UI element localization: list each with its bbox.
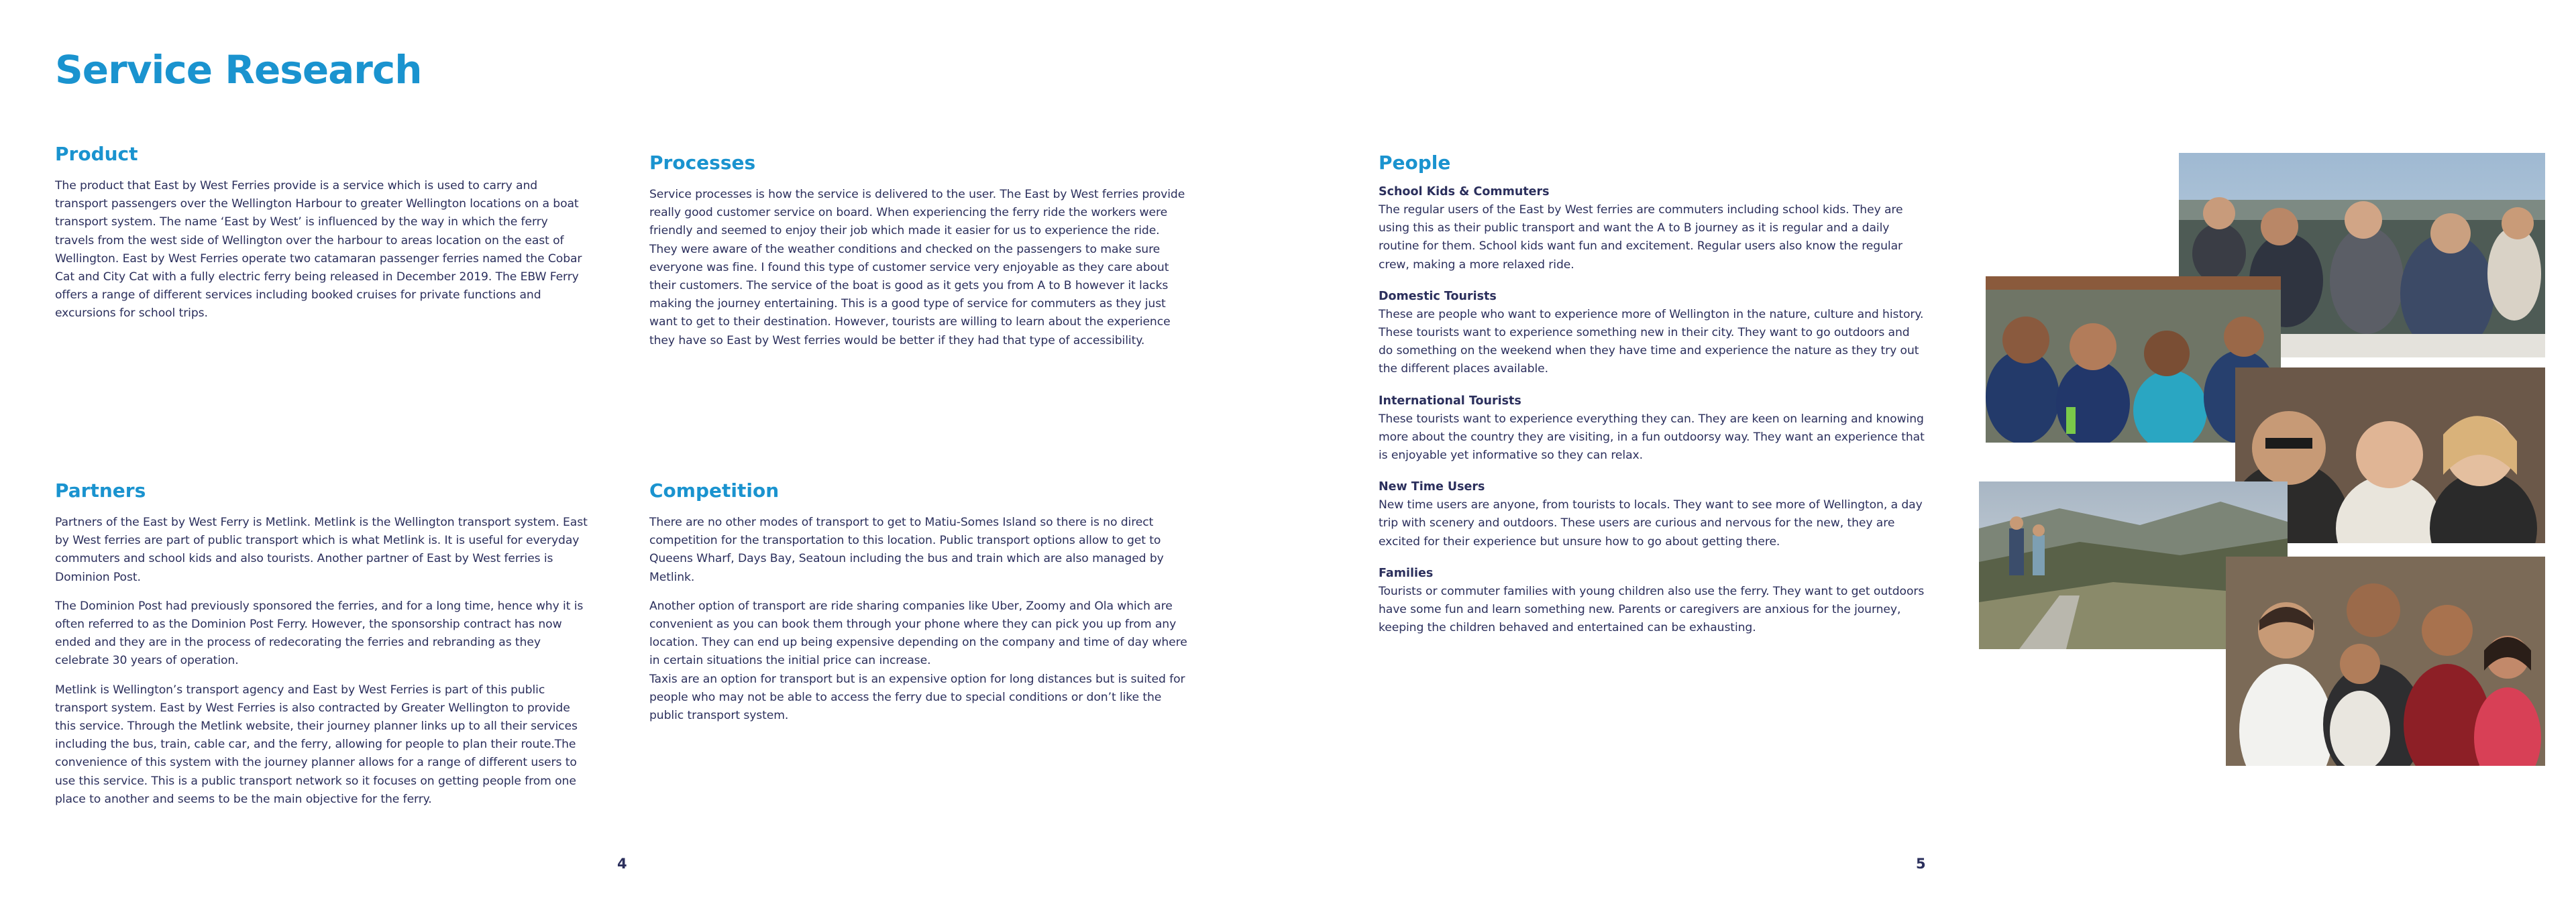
- people-group-text: The regular users of the East by West ferries are commuters including school kids. They are using this as their public transport and want the A to B journey as it is regular and a daily routine for them. School kids want fun and excitement. Regular users also know the regular crew, making a more relaxed ride.: [1379, 203, 1903, 272]
- people-group-title: New Time Users: [1379, 480, 1485, 494]
- people-group-title: Families: [1379, 566, 1434, 580]
- page-title: Service Research: [55, 47, 422, 93]
- people-group-domestic-tourists: [1379, 288, 1925, 379]
- people-heading: People: [1379, 152, 1451, 174]
- people-group-text: Tourists or commuter families with young children also use the ferry. They want to get outdoors have some fun and learn something new. Parents or caregivers are anxious for the journey, keeping the children behaved and entertained can be exhausting.: [1379, 584, 1925, 635]
- people-group-title: International Tourists: [1379, 394, 1521, 408]
- page-number-left: 4: [617, 856, 627, 872]
- people-group-school-kids: [1379, 183, 1925, 274]
- people-group-title: School Kids & Commuters: [1379, 185, 1550, 198]
- people-group-text: These tourists want to experience everything they can. They are keen on learning and knowing more about the country they are visiting, in a fun outdoorsy way. They want an experience that is enjoyable yet informative so they can relax.: [1379, 412, 1925, 463]
- competition-section: [649, 479, 1189, 736]
- product-section: [55, 143, 585, 334]
- competition-text-3: Taxis are an option for transport but is an expensive option for long distances but is suited for people who may not be able to access the ferry due to special conditions or don’t like the public transport system.: [649, 672, 1185, 723]
- people-group-new-time-users: [1379, 478, 1925, 551]
- processes-section: [649, 152, 1186, 361]
- family-photo: [2226, 557, 2545, 766]
- people-group-text: These are people who want to experience more of Wellington in the nature, culture and history. These tourists want to experience something new in their city. They want to go outdoors and do something on the weekend when they have time and experience the nature as they try out the different places available.: [1379, 307, 1924, 376]
- product-heading: Product: [55, 143, 138, 165]
- processes-heading: Processes: [649, 152, 756, 174]
- page-number-right: 5: [1916, 856, 1926, 872]
- people-group-families: [1379, 565, 1925, 638]
- people-group-text: New time users are anyone, from tourists to locals. They want to see more of Wellington, a day trip with scenery and outdoors. These users are curious and nervous for the new, they are excited for their experience but unsure how to go about getting there.: [1379, 498, 1923, 549]
- product-text: The product that East by West Ferries provide is a service which is used to carry and transport passengers over the Wellington Harbour to greater Wellington locations on a boat transport system. The name ‘East by West’ is influenced by the way in which the ferry travels from the west side of Wellington over the harbour to areas location on the east of Wellington. East by West Ferries operate two catamaran passenger ferries named the Cobar Cat and City Cat with a fully electric ferry being released in December 2019. The EBW Ferry offers a range of different services including booked cruises for private functions and excursions for school trips.: [55, 179, 582, 321]
- competition-text-2: Another option of transport are ride sharing companies like Uber, Zoomy and Ola which are convenient as you can book them through your phone where they can pick you up from any location. They can end up being expensive depending on the company and time of day where in certain situations the initial price can increase.: [649, 599, 1187, 668]
- people-section: [1379, 152, 1925, 650]
- competition-heading: Competition: [649, 479, 780, 502]
- partners-text-3: Metlink is Wellington’s transport agency and East by West Ferries is part of this public transport system. East by West Ferries is also contracted by Greater Wellington to provide this service. Through the Metlink website, their journey planner links up to all their services including the bus, train, cable car, and the ferry, allowing for people to plan their route.The convenience of this system with the journey planner allows for a range of different users to use this service. This is a public transport network so it focuses on getting people from one place to another and seems to be the main objective for the ferry.: [55, 683, 578, 806]
- people-group-international-tourists: [1379, 392, 1925, 465]
- partners-text-2: The Dominion Post had previously sponsored the ferries, and for a long time, hence why it is often referred to as the Dominion Post Ferry. However, the sponsorship contract has now ended and they are in the process of redecorating the ferries and rebranding as they celebrate 30 years of operation.: [55, 599, 584, 668]
- partners-heading: Partners: [55, 479, 146, 502]
- partners-text-1: Partners of the East by West Ferry is Metlink. Metlink is the Wellington transport system. East by West ferries are part of public transport which is what Metlink is. It is useful for everyday commuters and school kids and also tourists. Another partner of East by West ferries is Dominion Post.: [55, 516, 588, 584]
- people-group-title: Domestic Tourists: [1379, 289, 1497, 303]
- processes-text: Service processes is how the service is delivered to the user. The East by West ferries provide really good customer service on board. When experiencing the ferry ride the workers were friendly and seemed to enjoy their job which made it easier for us to experience the ride. They were aware of the weather conditions and checked on the passengers to make sure everyone was fine. I found this type of customer service very enjoyable as they care about their customers. The service of the boat is good as it gets you from A to B however it lacks making the journey entertaining. This is a good type of service for commuters as they just want to get to their destination. However, tourists are willing to learn about the experience they have so East by West ferries would be better if they had that type of accessibility.: [649, 188, 1185, 347]
- competition-text-1: There are no other modes of transport to get to Matiu-Somes Island so there is no direct competition for the transportation to this location. Public transport options allow to get to Queens Wharf, Days Bay, Seatoun including the bus and train which are also managed by Metlink.: [649, 516, 1164, 584]
- partners-section: [55, 479, 592, 819]
